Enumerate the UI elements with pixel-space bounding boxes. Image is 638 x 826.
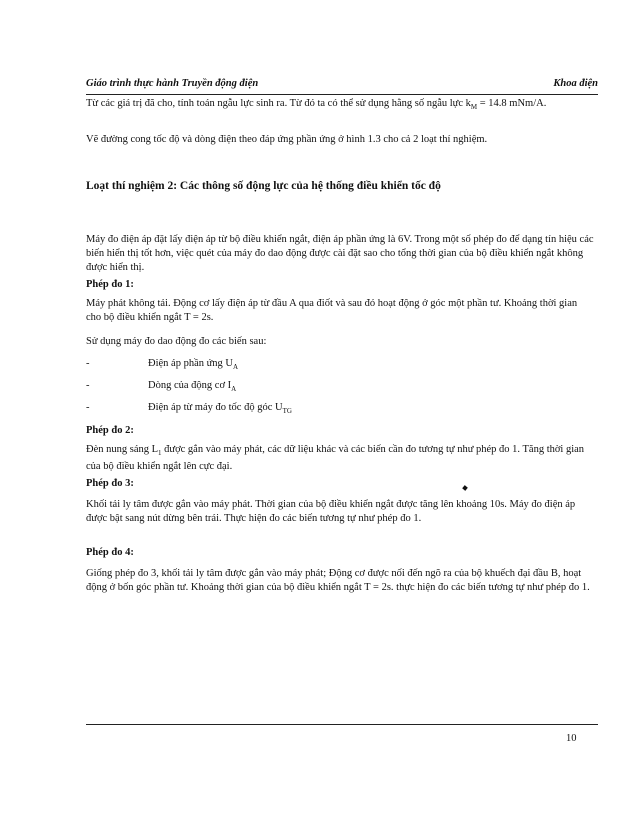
intro-paragraph-2: Vẽ đường cong tốc độ và dòng điện theo đáp ứng phần ứng ở hình 1.3 cho cả 2 loạt thí nghiệm. [86,134,488,145]
page-header [86,78,598,95]
km-subscript: M [470,103,478,112]
list-item-main: Điện áp phần ứng U [148,358,234,369]
list-dash: - [86,358,90,369]
header-title: Giáo trình thực hành Truyền động điện [86,78,259,89]
measurement-2-text-b: được gắn vào máy phát, các dữ liệu khác và các biến cần đo tương tự như phép đo 1. Tăng thời gian của bộ điều khiển ngắt lên cực đại. [86,444,585,473]
list-item-text [148,358,238,371]
measurement-1-text: Máy phát không tải. Động cơ lấy điện áp từ đầu A qua điốt và sau đó hoạt động ở góc một phần tư. Khoảng thời gian cho bộ điều khiển ngắt T = 2s. [86,298,578,323]
intro-paragraph-1-tail: = 14.8 mNm/A. [477,98,547,109]
list-item-subscript: A [233,363,239,372]
list-item-main: Dòng của động cơ I [148,380,232,391]
measurement-2-text-a: Đèn nung sáng L [86,444,159,455]
measurement-2-title: Phép đo 2: [86,425,134,436]
measurement-4-text: Giống phép đo 3, khối tải ly tâm được gắn vào máy phát; Động cơ được nối đến ngõ ra của bộ khuếch đại đầu B, hoạt động ở bốn góc phần tư. Khoảng thời gian của bộ điều khiển ngắt T = 2s. thực hiện đo các biến tương tự như phép đo 1. [86,568,590,593]
list-item-subscript: TG [282,407,292,416]
measurement-3-text: Khối tải ly tâm được gắn vào máy phát. Thời gian của bộ điều khiển ngắt được tăng lên khoảng 10s. Máy đo điện áp được bật sang nút dừng bên trái. Thực hiện đo các biến tương tự như phép đo 1. [86,499,576,524]
l1-subscript: 1 [158,449,162,458]
list-item-subscript: A [231,385,237,394]
list-dash: - [86,380,90,391]
section-intro-paragraph: Máy đo điện áp đặt lấy điện áp từ bộ điều khiển ngắt, điện áp phần ứng là 6V. Trong một số phép đo để dạng tín hiệu các biến hiển thị tốt hơn, việc quét của máy đo dao động được cài đặt sao cho tổng thời gian của bộ điều khiển ngắt không được hiển thị. [86,234,594,273]
scan-speck-mark [462,485,468,491]
measurement-1-list-intro: Sử dụng máy đo dao động đo các biến sau: [86,336,267,347]
measurement-4-title: Phép đo 4: [86,547,134,558]
header-department: Khoa điện [553,78,598,89]
list-item-main: Điện áp từ máy đo tốc độ góc U [148,402,283,413]
section-title: Loạt thí nghiệm 2: Các thông số động lực của hệ thống điều khiển tốc độ [86,180,441,192]
intro-paragraph-1 [86,97,598,114]
list-dash: - [86,402,90,413]
measurement-1-title: Phép đo 1: [86,279,134,290]
measurement-3-title: Phép đo 3: [86,478,134,489]
list-item-text [148,380,236,393]
intro-paragraph-1-text: Từ các giá trị đã cho, tính toán ngẫu lực sinh ra. Từ đó ta có thể sử dụng hằng số ngẫu lực k [86,98,471,109]
measurement-2-text [86,443,598,474]
list-item-text [148,402,292,415]
page-number: 10 [566,733,577,744]
footer-divider [86,724,598,725]
